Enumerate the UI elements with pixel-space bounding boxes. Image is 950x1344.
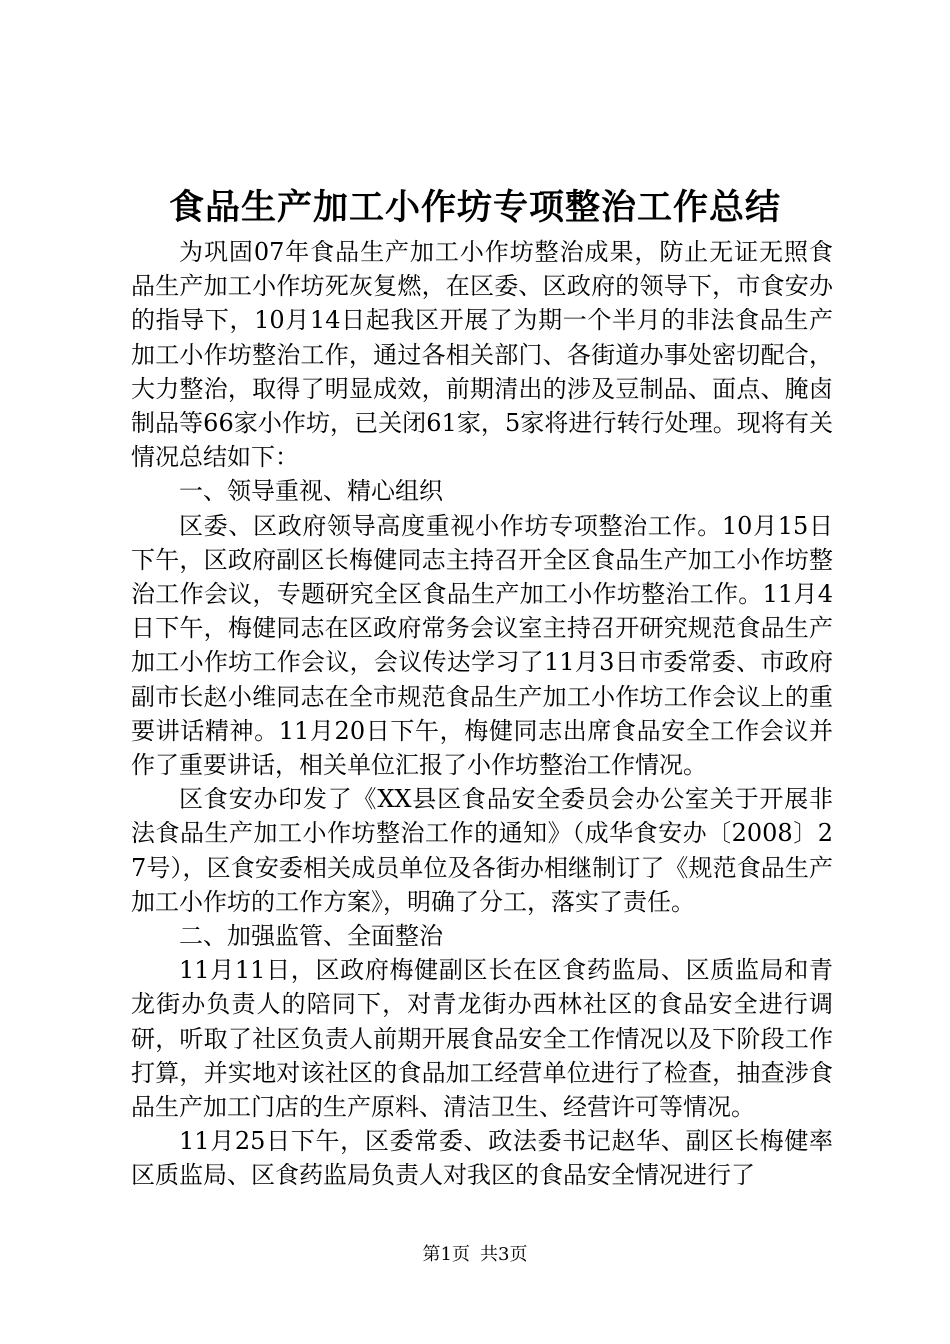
section-heading-2: 二、加强监管、全面整治 — [179, 922, 443, 951]
intro-paragraph: 为巩固07年食品生产加工小作坊整治成果，防止无证无照食品生产加工小作坊死灰复燃，在区委、区政府的领导下，市食安办的指导下，10月14日起我区开展了为期一个半月的非法食品生产加工小作坊整治工作，通过各相关部门、各街道办事处密切配合，大力整治，取得了明显成效，前期清出的涉及豆制品、面点、腌卤制品等66家小作坊，已关闭61家，5家将进行转行处理。现将有关情况总结如下： — [131, 238, 833, 472]
page-footer — [0, 1243, 950, 1267]
section-heading-1: 一、领导重视、精心组织 — [179, 477, 443, 506]
page-total: 共3页 — [480, 1244, 528, 1265]
section-1-paragraph-2: 区食安办印发了《XX县区食品安全委员会办公室关于开展非法食品生产加工小作坊整治工作的通知》（成华食安办〔2008〕27号），区食安委相关成员单位及各街办相继制订了《规范食品生产加工小作坊的工作方案》，明确了分工，落实了责任。 — [131, 785, 833, 916]
document-title: 食品生产加工小作坊专项整治工作总结 — [168, 187, 781, 228]
page-number: 第1页 — [422, 1244, 470, 1265]
section-2-paragraph-2: 11月25日下午，区委常委、政法委书记赵华、副区长梅健率区质监局、区食药监局负责人对我区的食品安全情况进行了 — [131, 1127, 833, 1190]
document-body — [131, 235, 833, 1193]
section-1-paragraph-1: 区委、区政府领导高度重视小作坊专项整治工作。10月15日下午，区政府副区长梅健同志主持召开全区食品生产加工小作坊整治工作会议，专题研究全区食品生产加工小作坊整治工作。11月4日下午，梅健同志在区政府常务会议室主持召开研究规范食品生产加工小作坊工作会议，会议传达学习了11月3日市委常委、市政府副市长赵小维同志在全市规范食品生产加工小作坊工作会议上的重要讲话精神。11月20日下午，梅健同志出席食品安全工作会议并作了重要讲话，相关单位汇报了小作坊整治工作情况。 — [131, 511, 833, 780]
section-2-paragraph-1: 11月11日，区政府梅健副区长在区食药监局、区质监局和青龙街办负责人的陪同下，对青龙街办西林社区的食品安全进行调研，听取了社区负责人前期开展食品安全工作情况以及下阶段工作打算，并实地对该社区的食品加工经营单位进行了检查，抽查涉食品生产加工门店的生产原料、清洁卫生、经营许可等情况。 — [131, 956, 833, 1122]
